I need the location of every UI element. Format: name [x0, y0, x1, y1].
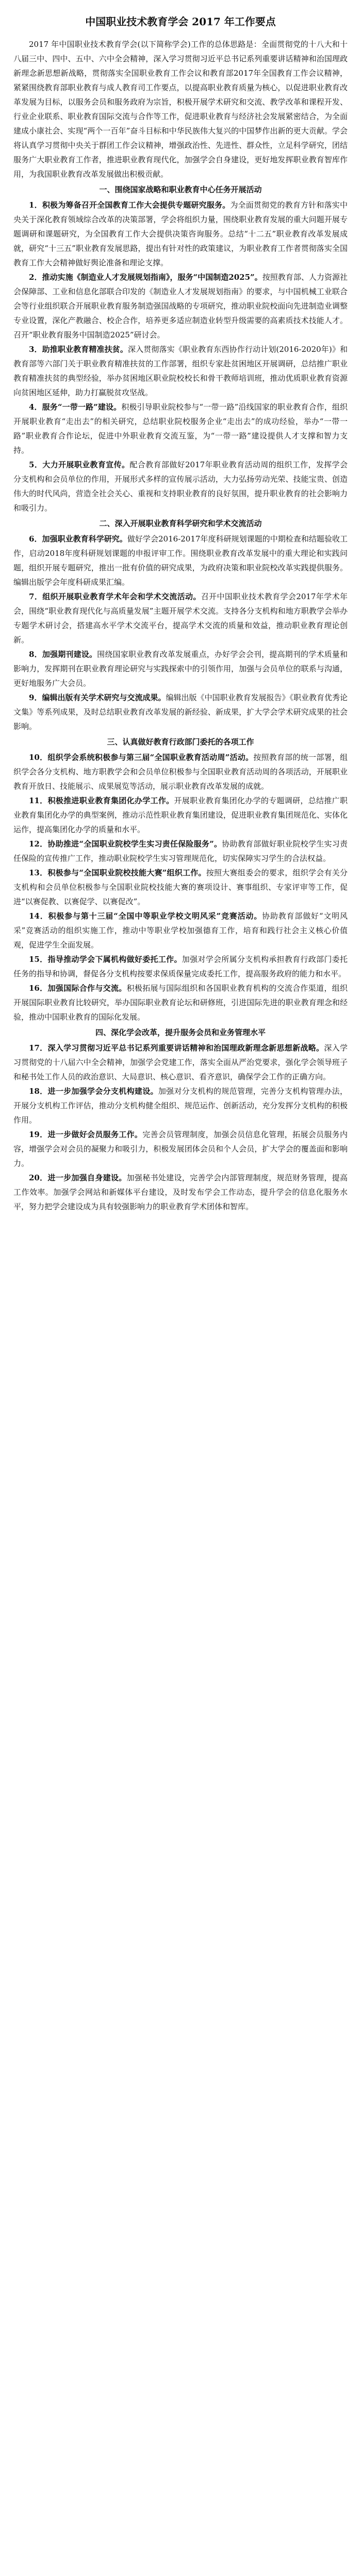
work-item	[13, 342, 348, 400]
work-item	[13, 400, 348, 457]
work-item-lead: 1．积极为筹备召开全国教育工作大会提供专题研究服务。	[29, 200, 231, 210]
work-item-lead: 16．加强国际合作与交流。	[29, 984, 127, 993]
work-item	[13, 690, 348, 734]
work-item	[13, 837, 348, 866]
work-item	[13, 1041, 348, 1084]
work-item	[13, 532, 348, 589]
work-item-lead: 13．积极参与“全国职业院校技能大赛”组织工作。	[29, 868, 206, 877]
work-item	[13, 909, 348, 952]
work-item	[13, 981, 348, 1024]
work-item-body: 做好学会2016-2017年度科研规划课题的中期检查和结题验收工作，启动2018年度科研规划课题的申报评审工作。围绕职业教育改革发展中的重大理论和实践问题，组织开展专题研究，推出一批有价值的研究成果，为政府决策和职业院校改革实践提供服务。编辑出版学会年度科研成果汇编。	[13, 534, 348, 587]
work-item-body: 开展职业教育集团化办学的专题调研，总结推广职业教育集团化办学的典型案例，推动示范性职业教育集团建设，促进职业教育集团规范化、实体化运作，提高集团化办学的质量和水平。	[13, 796, 348, 834]
work-item-body: 协助教育部做好“文明风采”竞赛活动的组织实施工作，推动中等职业学校加强德育工作，培育和践行社会主义核心价值观，促进学生全面发展。	[13, 911, 348, 950]
work-item-lead: 2．推动实施《制造业人才发展规划指南》，服务“中国制造2025”。	[29, 273, 262, 282]
work-item-lead: 18．进一步加强学会分支机构建设。	[29, 1087, 158, 1096]
section-heading: 一、围绕国家战略和职业教育中心任务开展活动	[99, 185, 262, 194]
work-item-lead: 12．协助推进“全国职业院校学生实习责任保险服务”。	[29, 839, 222, 849]
work-item	[13, 793, 348, 837]
document	[0, 0, 361, 1234]
work-item-lead: 5．大力开展职业教育宣传。	[29, 460, 130, 469]
work-item-body: 为全面贯彻党的教育方针和落实中央关于深化教育领域综合改革的决策部署，学会将组织力量，围绕职业教育发展的重大问题开展专题调研和课题研究，为全国教育工作大会提供决策咨询服务。总结“十二五”职业教育改革发展成就，研究“十三五”职业教育发展思路，提出有针对性的政策建议，为职业教育工作者贯彻落实全国教育工作大会精神做好舆论准备和理论支撑。	[13, 200, 348, 267]
work-item-lead: 10．组织学会系统积极参与第三届“全国职业教育活动周”活动。	[29, 753, 254, 762]
work-item-body: 加强对学会所属分支机构承担教育行政部门委托任务的指导和协调，督促各分支机构按要求保质保量完成委托工作，提高服务政府的能力和水平。	[13, 955, 348, 978]
section-heading: 二、深入开展职业教育科学研究和学术交流活动	[99, 519, 262, 528]
work-item-lead: 6．加强职业教育科学研究。	[29, 534, 127, 544]
work-item	[13, 866, 348, 909]
intro-paragraph: 2017 年中国职业技术教育学会(以下简称学会)工作的总体思路是：全面贯彻党的十八大和十八届三中、四中、五中、六中全会精神，深入学习贯彻习近平总书记系列重要讲话精神和治国理政新理念新思想新战略，贯彻落实全国职业教育工作会议和教育部2017年全国教育工作会议精神，紧紧围绕教育部职业教育与成人教育司工作要点，以提高职业教育质量为核心，以促进职业教育改革发展为目标，以服务会员和服务政府为宗旨，积极开展学术研究和交流、教学改革和课程开发、行业企业联系、职业教育国际交流与合作等工作，促进职业教育与经济社会发展紧密结合，为全面建成小康社会、实现“两个一百年”奋斗目标和中华民族伟大复兴的中国梦作出新的更大贡献。学会将认真学习贯彻中央关于群团工作会议精神，增强政治性、先进性、群众性，立足科学研究，团结服务广大职业教育工作者，推进职业教育现代化，加强学会自身建设，更好地发挥职业教育智库作用，为我国职业教育改革发展做出积极贡献。	[13, 40, 348, 179]
work-item	[13, 457, 348, 515]
work-item-body: 加强秘书处建设，完善学会内部管理制度，规范财务管理，提高工作效率。加强学会网站和新媒体平台建设，及时发布学会工作动态，提升学会的信息化服务水平，努力把学会建设成为具有较强影响力的职业教育学术团体和智库。	[13, 1173, 348, 1211]
work-item-body: 积极拓展与国际组织和各国职业教育机构的交流合作渠道，组织开展国际职业教育比较研究，举办国际职业教育论坛和研修班，引进国际先进的职业教育理念和经验，推动中国职业教育的国际化发展。	[13, 984, 348, 1022]
work-item	[13, 270, 348, 342]
work-item-body: 按照教育部的统一部署，组织学会各分支机构、地方职教学会和会员单位积极参与全国职业教育活动周的各项活动，开展职业教育开放日、技能展示、成果展览等活动，展示职业教育改革发展的成就。	[13, 753, 348, 791]
work-item-body: 积极引导职业院校参与“一带一路”沿线国家的职业教育合作，组织开展职业教育“走出去”的相关研究，总结职业院校服务企业“走出去”的成功经验，举办“一带一路”职业教育合作论坛，促进中外职业教育交流互鉴，为“一带一路”建设提供人才支撑和智力支持。	[13, 402, 348, 455]
work-item-lead: 19．进一步做好会员服务工作。	[29, 1130, 143, 1139]
work-item-body: 围绕国家职业教育改革发展重点，办好学会会刊，提高期刊的学术质量和影响力，发挥期刊在职业教育理论研究与实践探索中的引领作用，加强与会员单位的联系与沟通，更好地服务广大会员。	[13, 650, 348, 688]
work-item-body: 按照大赛组委会的要求，组织学会有关分支机构和会员单位积极参与全国职业院校技能大赛的赛项设计、赛事组织、专家评审等工作，促进“以赛促教、以赛促学、以赛促改”。	[13, 868, 348, 906]
work-item-body: 配合教育部做好2017年职业教育活动周的组织工作，发挥学会分支机构和会员单位的作用，开展形式多样的宣传展示活动，大力弘扬劳动光荣、技能宝贵、创造伟大的时代风尚，营造全社会关心、重视和支持职业教育的良好氛围，提升职业教育的社会影响力和吸引力。	[13, 460, 348, 513]
sections-container	[13, 182, 348, 1214]
work-item-body: 深入学习贯彻党的十八届六中全会精神，加强学会党建工作，落实全面从严治党要求，强化学会领导班子和秘书处工作人员的政治意识、大局意识、核心意识、看齐意识，确保学会工作的正确方向。	[13, 1043, 348, 1081]
work-item-lead: 15．指导推动学会下属机构做好委托工作。	[29, 955, 182, 964]
work-item-lead: 7．组织开展职业教育学术年会和学术交流活动。	[29, 592, 201, 601]
work-item-lead: 17．深入学习贯彻习近平总书记系列重要讲话精神和治国理政新理念新思想新战略。	[29, 1043, 324, 1053]
work-item-body: 按照教育部、人力资源社会保障部、工业和信息化部联合印发的《制造业人才发展规划指南》的要求，与中国机械工业联合会等行业组织联合开展职业教育服务制造强国战略的专项研究，推动职业院校面向先进制造业调整专业设置，深化产教融合、校企合作，培养更多适应制造业转型升级需要的高素质技术技能人才。召开“职业教育服务中国制造2025”研讨会。	[13, 273, 348, 340]
section-heading: 四、深化学会改革，提升服务会员和业务管理水平	[95, 1028, 266, 1037]
work-item-body: 协助教育部做好职业院校学生实习责任保险的宣传推广工作，推动职业院校学生实习管理规范化，切实保障实习学生的合法权益。	[13, 839, 348, 863]
work-item-lead: 3．助推职业教育精准扶贫。	[29, 345, 128, 354]
work-item-lead: 14．积极参与第十三届“全国中等职业学校文明风采”竞赛活动。	[29, 911, 262, 921]
work-item	[13, 647, 348, 690]
work-item-body: 编辑出版《中国职业教育发展报告》《职业教育优秀论文集》等系列成果，及时总结职业教育改革发展的新经验、新成果，扩大学会学术研究成果的社会影响。	[13, 693, 348, 731]
work-item	[13, 750, 348, 793]
work-item-lead: 9．编辑出版有关学术研究与交流成果。	[29, 693, 166, 702]
work-item-lead: 8．加强期刊建设。	[29, 650, 97, 659]
work-item	[13, 198, 348, 270]
section-heading: 三、认真做好教育行政部门委托的各项工作	[107, 737, 254, 747]
work-item	[13, 952, 348, 981]
work-item-body: 召开中国职业技术教育学会2017年学术年会，围绕“职业教育现代化与高质量发展”主题开展学术交流。支持各分支机构和地方职教学会举办专题学术研讨会，搭建高水平学术交流平台，提高学术交流的质量和效益，推动职业教育理论创新。	[13, 592, 348, 645]
work-item-body: 加强对分支机构的规范管理，完善分支机构管理办法，开展分支机构工作评估，推动分支机构健全组织、规范运作、创新活动，充分发挥分支机构的积极作用。	[13, 1087, 348, 1125]
work-item-lead: 4．服务“一带一路”建设。	[29, 402, 122, 412]
work-item	[13, 1084, 348, 1127]
work-item	[13, 1171, 348, 1214]
work-item-lead: 20．进一步加强自身建设。	[29, 1173, 127, 1182]
work-item-lead: 11．积极推进职业教育集团化办学工作。	[29, 796, 174, 805]
work-item	[13, 1127, 348, 1171]
document-title: 中国职业技术教育学会 2017 年工作要点	[85, 15, 276, 28]
work-item-body: 完善会员管理制度，加强会员信息化管理，拓展会员服务内容，增强学会对会员的凝聚力和吸引力，积极发展团体会员和个人会员，扩大学会的覆盖面和影响力。	[13, 1130, 348, 1168]
work-item	[13, 589, 348, 647]
work-item-body: 深入贯彻落实《职业教育东西协作行动计划(2016-2020年)》和教育部等六部门关于职业教育精准扶贫的工作部署，组织专家赴贫困地区开展调研，总结推广职业教育精准扶贫的典型经验，举办贫困地区职业院校校长和骨干教师培训班，推动优质职业教育资源向贫困地区延伸，助力打赢脱贫攻坚战。	[13, 345, 348, 397]
